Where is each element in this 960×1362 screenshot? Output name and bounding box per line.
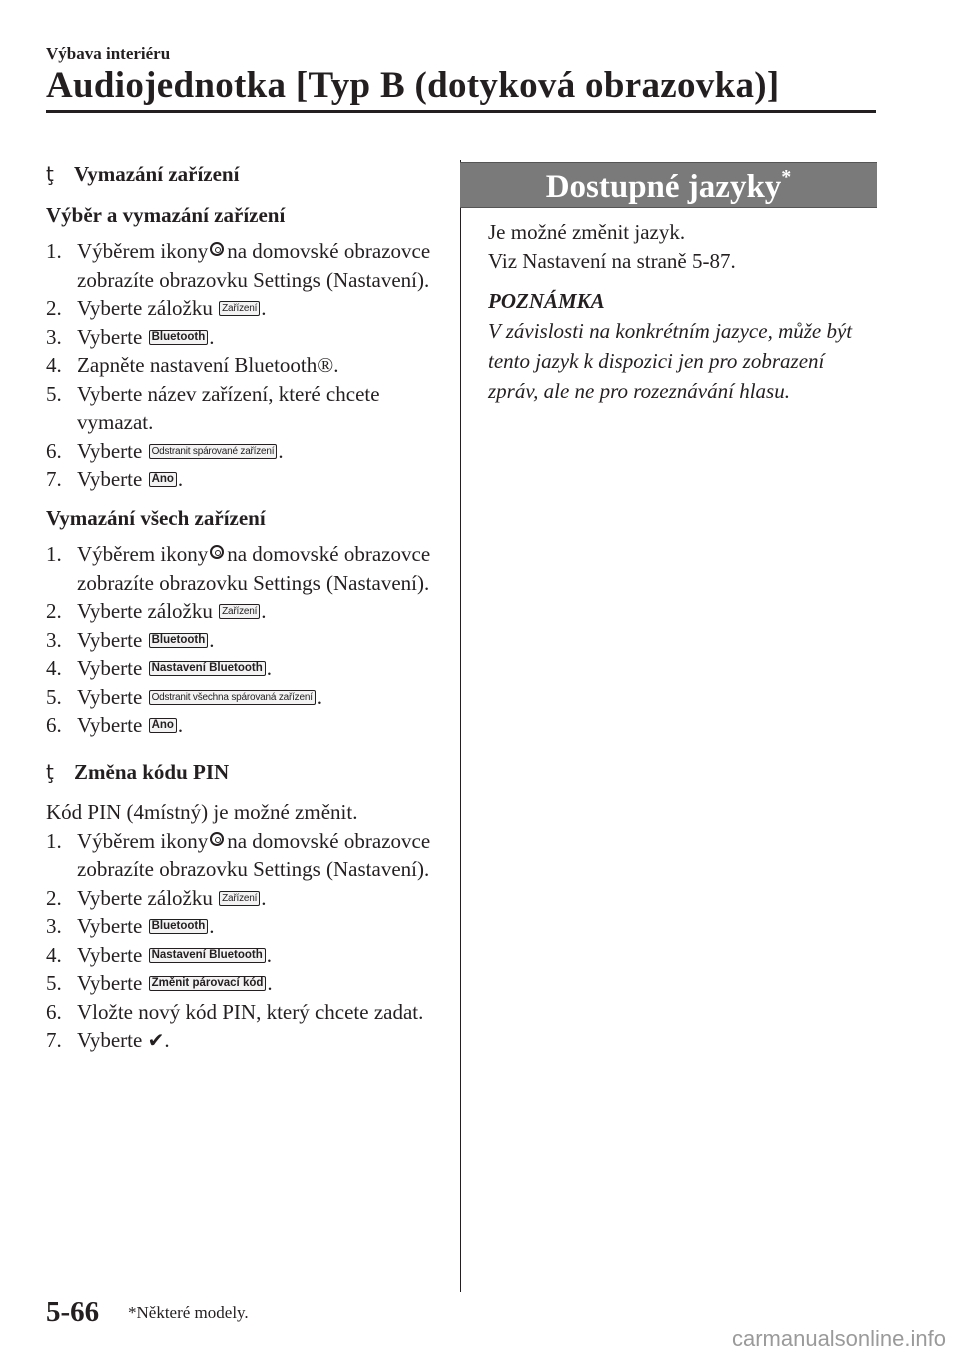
gear-icon [210, 832, 224, 846]
page-title: Audiojednotka [Typ B (dotyková obrazovka)] [46, 65, 780, 106]
steps-select-delete [46, 237, 446, 494]
note-body: V závislosti na konkrétním jazyce, může být tento jazyk k dispozici jen pro zobrazení zpráv, ale ne pro rozeznávání hlasu. [488, 318, 853, 403]
list-item: 6. Vyberte Odstranit spárované zařízení . [46, 438, 284, 463]
remove-all-paired-button: Odstranit všechna spárovaná zařízení [149, 690, 316, 705]
list-item: 7. Vyberte Ano . [46, 467, 184, 491]
gear-icon [210, 545, 224, 559]
page-number: 5-66 [46, 1296, 100, 1328]
list-item: 2. Vyberte záložku Zařízení . [46, 599, 267, 623]
note-heading: POZNÁMKA [488, 289, 605, 313]
list-item: 3. Vyberte Bluetooth . [46, 324, 215, 349]
watermark: carmanualsonline.info [731, 1326, 946, 1351]
bluetooth-button: Bluetooth [149, 919, 209, 934]
pin-intro: Kód PIN (4místný) je možné změnit. [46, 800, 358, 824]
list-item: 1. Výběrem ikony na domovské obrazovce zobrazíte obrazovku Settings (Nastavení). [46, 542, 431, 595]
language-paragraph-2: Viz Nastavení na straně 5-87. [488, 248, 736, 273]
left-column [46, 160, 446, 1065]
bluetooth-button: Bluetooth [149, 633, 209, 648]
steps-delete-all [46, 540, 446, 740]
list-item: 1. Výběrem ikony na domovské obrazovce zobrazíte obrazovku Settings (Nastavení). [46, 239, 431, 292]
checkmark-icon: ✔ [147, 1028, 165, 1052]
list-item: 5. Vyberte Změnit párovací kód . [46, 971, 273, 995]
tab-zarizeni-button: Zařízení [219, 891, 260, 906]
subheading-select-delete: Výběr a vymazání zařízení [46, 202, 286, 227]
section-banner [460, 162, 877, 208]
ano-button: Ano [149, 472, 177, 487]
list-item: 4. Vyberte Nastavení Bluetooth . [46, 942, 272, 967]
list-item: 4. Zapněte nastavení Bluetooth®. [46, 353, 339, 377]
header-rule [46, 110, 876, 113]
remove-paired-device-button: Odstranit spárované zařízení [149, 444, 278, 459]
list-item: 7. Vyberte ✔. [46, 1028, 170, 1052]
ano-button: Ano [149, 718, 177, 733]
list-item: 6. Vyberte Ano . [46, 713, 184, 737]
list-item: 1. Výběrem ikony na domovské obrazovce zobrazíte obrazovku Settings (Nastavení). [46, 828, 431, 881]
subheading-delete-all: Vymazání všech zařízení [46, 505, 266, 530]
header-section: Výbava interiéru [46, 44, 171, 63]
right-column [488, 218, 878, 406]
list-item: 5. Vyberte název zařízení, které chcete vymazat. [46, 381, 380, 434]
bluetooth-settings-button: Nastavení Bluetooth [149, 661, 266, 676]
list-item: 3. Vyberte Bluetooth . [46, 627, 215, 652]
list-item: 4. Vyberte Nastavení Bluetooth . [46, 656, 272, 680]
tab-zarizeni-button: Zařízení [219, 301, 260, 316]
list-item: 2. Vyberte záložku Zařízení . [46, 885, 267, 910]
bluetooth-button: Bluetooth [149, 330, 209, 345]
language-paragraph-1: Je možné změnit jazyk. [488, 220, 686, 244]
list-item: 3. Vyberte Bluetooth . [46, 914, 215, 938]
list-item: 2. Vyberte záložku Zařízení . [46, 296, 267, 320]
banner-title: Dostupné jazyky [545, 169, 782, 205]
gear-icon [210, 242, 224, 256]
section-marker: ţ [46, 759, 54, 784]
footnote: *Některé modely. [128, 1303, 249, 1322]
bluetooth-settings-button: Nastavení Bluetooth [149, 948, 266, 963]
list-item: 6. Vložte nový kód PIN, který chcete zadat. [46, 999, 424, 1024]
banner-asterisk: * [781, 166, 792, 188]
tab-zarizeni-button: Zařízení [219, 604, 260, 619]
column-divider [460, 160, 461, 1292]
steps-change-pin [46, 827, 446, 1055]
change-pairing-code-button: Změnit párovací kód [149, 976, 267, 991]
section-heading-change-pin: ţ Změna kódu PIN [46, 758, 446, 787]
list-item: 5. Vyberte Odstranit všechna spárovaná zařízení . [46, 684, 323, 709]
section-heading-delete-device: ţ Vymazání zařízení [46, 160, 446, 189]
section-marker: ţ [46, 162, 54, 186]
